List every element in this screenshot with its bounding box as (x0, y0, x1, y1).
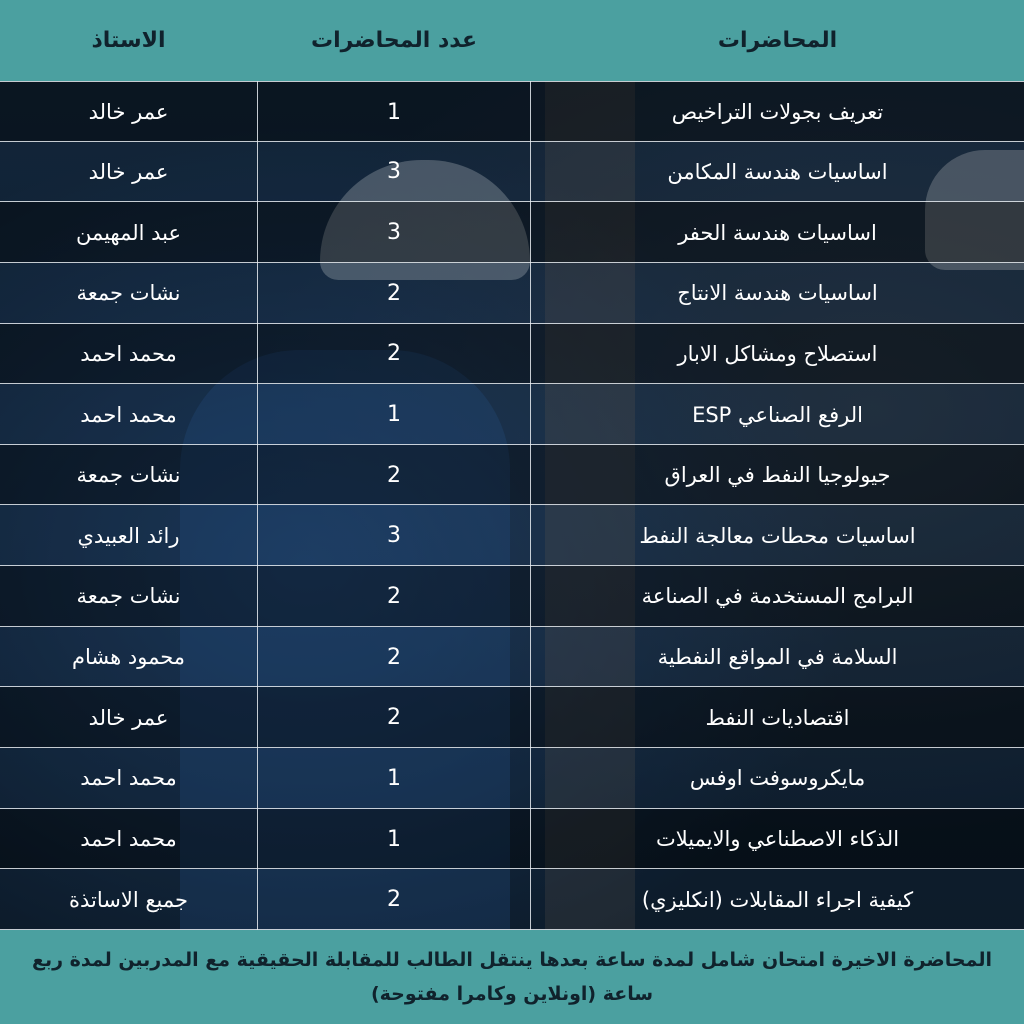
lecture-cell: اساسيات هندسة المكامن (667, 159, 888, 184)
table-row (0, 748, 1024, 809)
lecture-cell: البرامج المستخدمة في الصناعة (641, 584, 914, 609)
lecture-count-cell: 3 (387, 523, 401, 549)
table-row (0, 202, 1024, 263)
table-row (0, 506, 1024, 567)
lecture-cell: الذكاء الاصطناعي والايميلات (655, 827, 900, 852)
table-row (0, 809, 1024, 870)
header-teacher: الاستاذ (91, 28, 166, 53)
teacher-cell: جميع الاساتذة (69, 887, 188, 912)
teacher-cell: عمر خالد (88, 159, 169, 184)
lecture-cell: اقتصاديات النفط (705, 705, 850, 730)
teacher-cell: نشات جمعة (76, 281, 181, 306)
lecture-count-cell: 2 (387, 280, 401, 306)
header-lecture-count: عدد المحاضرات (311, 28, 477, 53)
teacher-cell: عمر خالد (88, 705, 169, 730)
lecture-cell: جيولوجيا النفط في العراق (664, 463, 891, 488)
teacher-cell: عمر خالد (88, 100, 169, 125)
lecture-count-cell: 2 (387, 341, 401, 367)
table-row (0, 869, 1024, 930)
table-row (0, 687, 1024, 748)
column-divider (530, 81, 531, 930)
teacher-cell: رائد العبيدي (77, 523, 180, 548)
lecture-cell: استصلاح ومشاكل الابار (677, 341, 878, 366)
table-row (0, 324, 1024, 385)
teacher-cell: نشات جمعة (76, 584, 181, 609)
lecture-cell: السلامة في المواقع النفطية (657, 645, 898, 670)
lecture-count-cell: 1 (387, 402, 401, 428)
lecture-cell: تعريف بجولات التراخيص (671, 100, 884, 125)
footer-banner (0, 930, 1024, 1024)
lecture-cell: مايكروسوفت اوفس (689, 766, 866, 791)
teacher-cell: محمود هشام (71, 645, 186, 670)
lecture-count-cell: 2 (387, 462, 401, 488)
teacher-cell: عبد المهيمن (75, 220, 182, 245)
lecture-cell: اساسيات هندسة الحفر (678, 220, 877, 245)
header-lectures: المحاضرات (717, 28, 838, 53)
lecture-cell: اساسيات محطات معالجة النفط (639, 523, 916, 548)
teacher-cell: نشات جمعة (76, 463, 181, 488)
table-row (0, 566, 1024, 627)
lecture-count-cell: 2 (387, 644, 401, 670)
lecture-count-cell: 2 (387, 705, 401, 731)
lecture-count-cell: 2 (387, 887, 401, 913)
footer-note: المحاضرة الاخيرة امتحان شامل لمدة ساعة بعدها ينتقل الطالب للمقابلة الحقيقية مع المدربين لمدة ربع ساعة (اونلاين وكامرا مفتوحة) (31, 949, 993, 1005)
column-divider (257, 81, 258, 930)
teacher-cell: محمد احمد (80, 766, 177, 791)
lecture-cell: كيفية اجراء المقابلات (انكليزي) (641, 887, 914, 912)
lecture-count-cell: 1 (387, 765, 401, 791)
lecture-count-cell: 1 (387, 826, 401, 852)
teacher-cell: محمد احمد (80, 402, 177, 427)
table-header (0, 0, 1024, 81)
lecture-count-cell: 3 (387, 159, 401, 185)
lecture-cell: اساسيات هندسة الانتاج (677, 281, 878, 306)
table-row (0, 384, 1024, 445)
teacher-cell: محمد احمد (80, 341, 177, 366)
lecture-count-cell: 3 (387, 220, 401, 246)
table-row (0, 81, 1024, 142)
lecture-cell: الرفع الصناعي ESP (692, 402, 863, 427)
table-row (0, 627, 1024, 688)
teacher-cell: محمد احمد (80, 827, 177, 852)
table-row (0, 142, 1024, 203)
lectures-table (0, 81, 1024, 930)
table-row (0, 263, 1024, 324)
table-row (0, 445, 1024, 506)
lecture-count-cell: 1 (387, 99, 401, 125)
lecture-count-cell: 2 (387, 583, 401, 609)
